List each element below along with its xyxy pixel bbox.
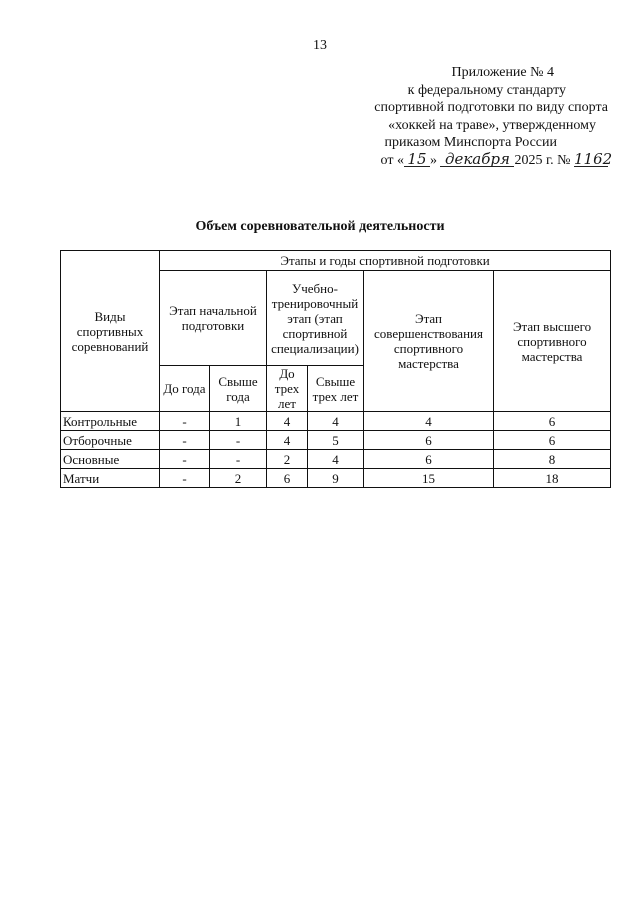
table-cell: -: [210, 450, 267, 469]
table-cell: 4: [364, 412, 494, 431]
table-cell: 5: [308, 431, 364, 450]
appendix-line: спортивной подготовки по виду спорта: [374, 100, 608, 115]
table-cell: 2: [267, 450, 308, 469]
appendix-line: приказом Минспорта России: [384, 135, 557, 150]
table-cell: 9: [308, 469, 364, 488]
order-number-handwritten: 1162: [574, 149, 613, 168]
table-cell: 4: [267, 412, 308, 431]
header-stage-training: Учебно-тренировочный этап (этап спортивной специализации): [267, 271, 364, 366]
header-stages: Этапы и годы спортивной подготовки: [160, 251, 611, 271]
table-cell: -: [160, 469, 210, 488]
appendix-line: «хоккей на траве», утвержденному: [388, 117, 596, 133]
row-label: Матчи: [61, 469, 160, 488]
table-cell: 1: [210, 412, 267, 431]
table-row: [61, 412, 611, 431]
header-training-over-three: Свыше трех лет: [308, 366, 364, 412]
table-cell: 8: [494, 450, 611, 469]
table-cell: 4: [308, 450, 364, 469]
table-cell: 4: [267, 431, 308, 450]
table-cell: -: [160, 412, 210, 431]
table-cell: 6: [494, 412, 611, 431]
table-cell: -: [160, 431, 210, 450]
table-cell: 6: [494, 431, 611, 450]
document-title: Объем соревновательной деятельности: [195, 219, 445, 234]
appendix-line: Приложение № 4: [451, 65, 554, 80]
order-date-prefix: от «: [380, 152, 404, 168]
row-label: Отборочные: [61, 431, 160, 450]
table-row: [61, 469, 611, 488]
header-stage-higher: Этап высшего спортивного мастерства: [494, 271, 611, 412]
table-row: [61, 450, 611, 469]
table-cell: 18: [494, 469, 611, 488]
header-stage-initial: Этап начальной подготовки: [160, 271, 267, 366]
header-training-up-to-three: До трех лет: [267, 366, 308, 412]
order-month-handwritten: декабря: [440, 152, 514, 167]
order-date-quote: »: [429, 152, 437, 168]
table-cell: -: [210, 431, 267, 450]
header-initial-over-year: Свыше года: [210, 366, 267, 412]
header-initial-up-to-year: До года: [160, 366, 210, 412]
table-cell: 2: [210, 469, 267, 488]
table-cell: -: [160, 450, 210, 469]
competition-volume-table: [60, 250, 611, 488]
page-number: 13: [313, 38, 327, 53]
row-label: Основные: [61, 450, 160, 469]
table-cell: 15: [364, 469, 494, 488]
appendix-header: [308, 64, 613, 169]
table-body: [61, 412, 611, 488]
row-label: Контрольные: [61, 412, 160, 431]
header-stage-improvement: Этап совершенствования спортивного мастерства: [364, 271, 494, 412]
order-year-text: 2025 г. №: [514, 152, 571, 168]
order-date-line: [308, 149, 613, 170]
table-cell: 6: [267, 469, 308, 488]
header-competition-types: Виды спортивных соревнований: [61, 251, 160, 412]
appendix-line: к федеральному стандарту: [407, 82, 566, 98]
order-day-handwritten: 15: [404, 152, 430, 167]
table-cell: 4: [308, 412, 364, 431]
table-row: [61, 431, 611, 450]
table-cell: 6: [364, 450, 494, 469]
table-cell: 6: [364, 431, 494, 450]
